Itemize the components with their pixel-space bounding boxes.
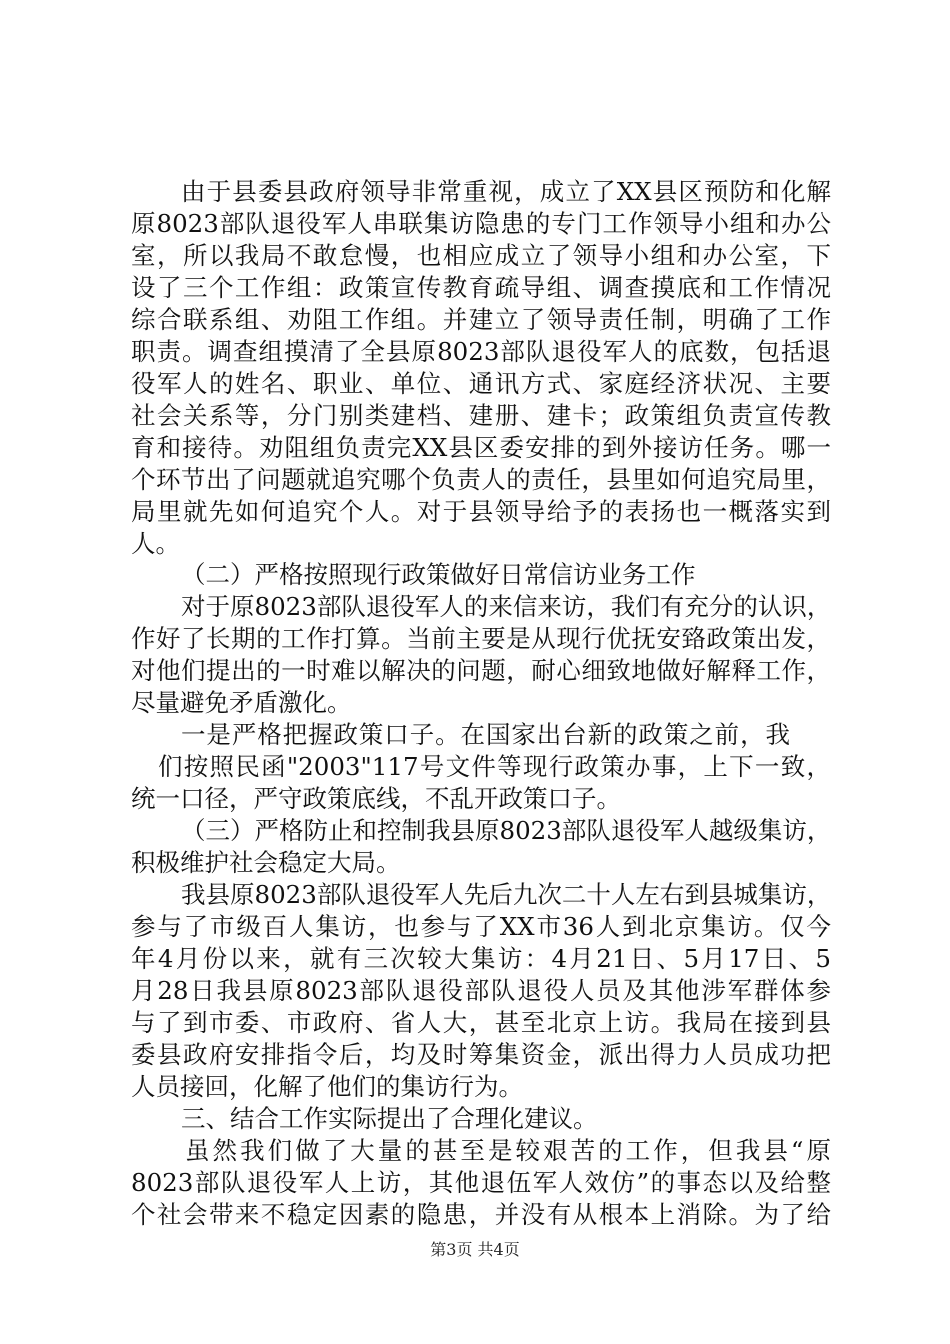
section-heading: （二）严格按照现行政策做好日常信访业务工作 [181,560,696,589]
text-line: 原8023部队退役军人串联集访隐患的专门工作领导小组和办公 [131,209,831,238]
text-line: 由于县委县政府领导非常重视，成立了XX县区预防和化解 [181,177,831,206]
text-line: 们按照民函"2003"117号文件等现行政策办事，上下一致， [158,752,831,781]
text-line: 委县政府安排指令后，均及时筹集资金，派出得力人员成功把 [131,1040,831,1069]
section-heading: （三）严格防止和控制我县原8023部队退役军人越级集访， [181,816,832,845]
text-line: 作好了长期的工作打算。当前主要是从现行优抚安臵政策出发， [131,624,831,653]
text-line: 个社会带来不稳定因素的隐患，并没有从根本上消除。为了给 [131,1200,831,1229]
section-heading: 三、结合工作实际提出了合理化建议。 [181,1104,598,1133]
text-line: 一是严格把握政策口子。在国家出台新的政策之前，我 [181,720,790,749]
text-line: 参与了市级百人集访，也参与了XX市36人到北京集访。仅今 [131,912,831,941]
text-line: 我县原8023部队退役军人先后九次二十人左右到县城集访， [181,880,832,909]
text-line: 虽然我们做了大量的甚至是较艰苦的工作，但我县“原 [185,1136,831,1165]
text-line: 育和接待。劝阻组负责完XX县区委安排的到外接访任务。哪一 [131,433,831,462]
text-line: 个环节出了问题就追究哪个负责人的责任，县里如何追究局里， [131,465,831,494]
text-line: 人。 [131,529,180,558]
text-line: 尽量避免矛盾激化。 [131,688,352,717]
text-line: 年4月份以来，就有三次较大集访：4月21日、5月17日、5 [131,944,831,973]
text-line: 与了到市委、市政府、省人大，甚至北京上访。我局在接到县 [131,1008,831,1037]
text-line: 局里就先如何追究个人。对于县领导给予的表扬也一概落实到 [131,497,831,526]
text-line: 人员接回，化解了他们的集访行为。 [131,1072,523,1101]
section-heading: 积极维护社会稳定大局。 [131,848,401,877]
page-footer: 第3页 共4页 [430,1240,520,1259]
text-line: 对于原8023部队退役军人的来信来访，我们有充分的认识， [181,592,832,621]
text-line: 综合联系组、劝阻工作组。并建立了领导责任制，明确了工作 [131,305,831,334]
text-line: 设了三个工作组：政策宣传教育疏导组、调查摸底和工作情况 [131,273,831,302]
text-line: 统一口径，严守政策底线，不乱开政策口子。 [131,784,621,813]
text-line: 月28日我县原8023部队退役部队退役人员及其他涉军群体参 [131,976,831,1005]
text-line: 职责。调查组摸清了全县原8023部队退役军人的底数，包括退 [131,337,831,366]
text-line: 社会关系等，分门别类建档、建册、建卡；政策组负责宣传教 [131,401,831,430]
text-line: 室，所以我局不敢怠慢，也相应成立了领导小组和办公室，下 [131,241,831,270]
text-line: 8023部队退役军人上访，其他退伍军人效仿”的事态以及给整 [131,1168,831,1197]
text-line: 役军人的姓名、职业、单位、通讯方式、家庭经济状况、主要 [131,369,831,398]
text-line: 对他们提出的一时难以解决的问题，耐心细致地做好解释工作， [131,656,831,685]
